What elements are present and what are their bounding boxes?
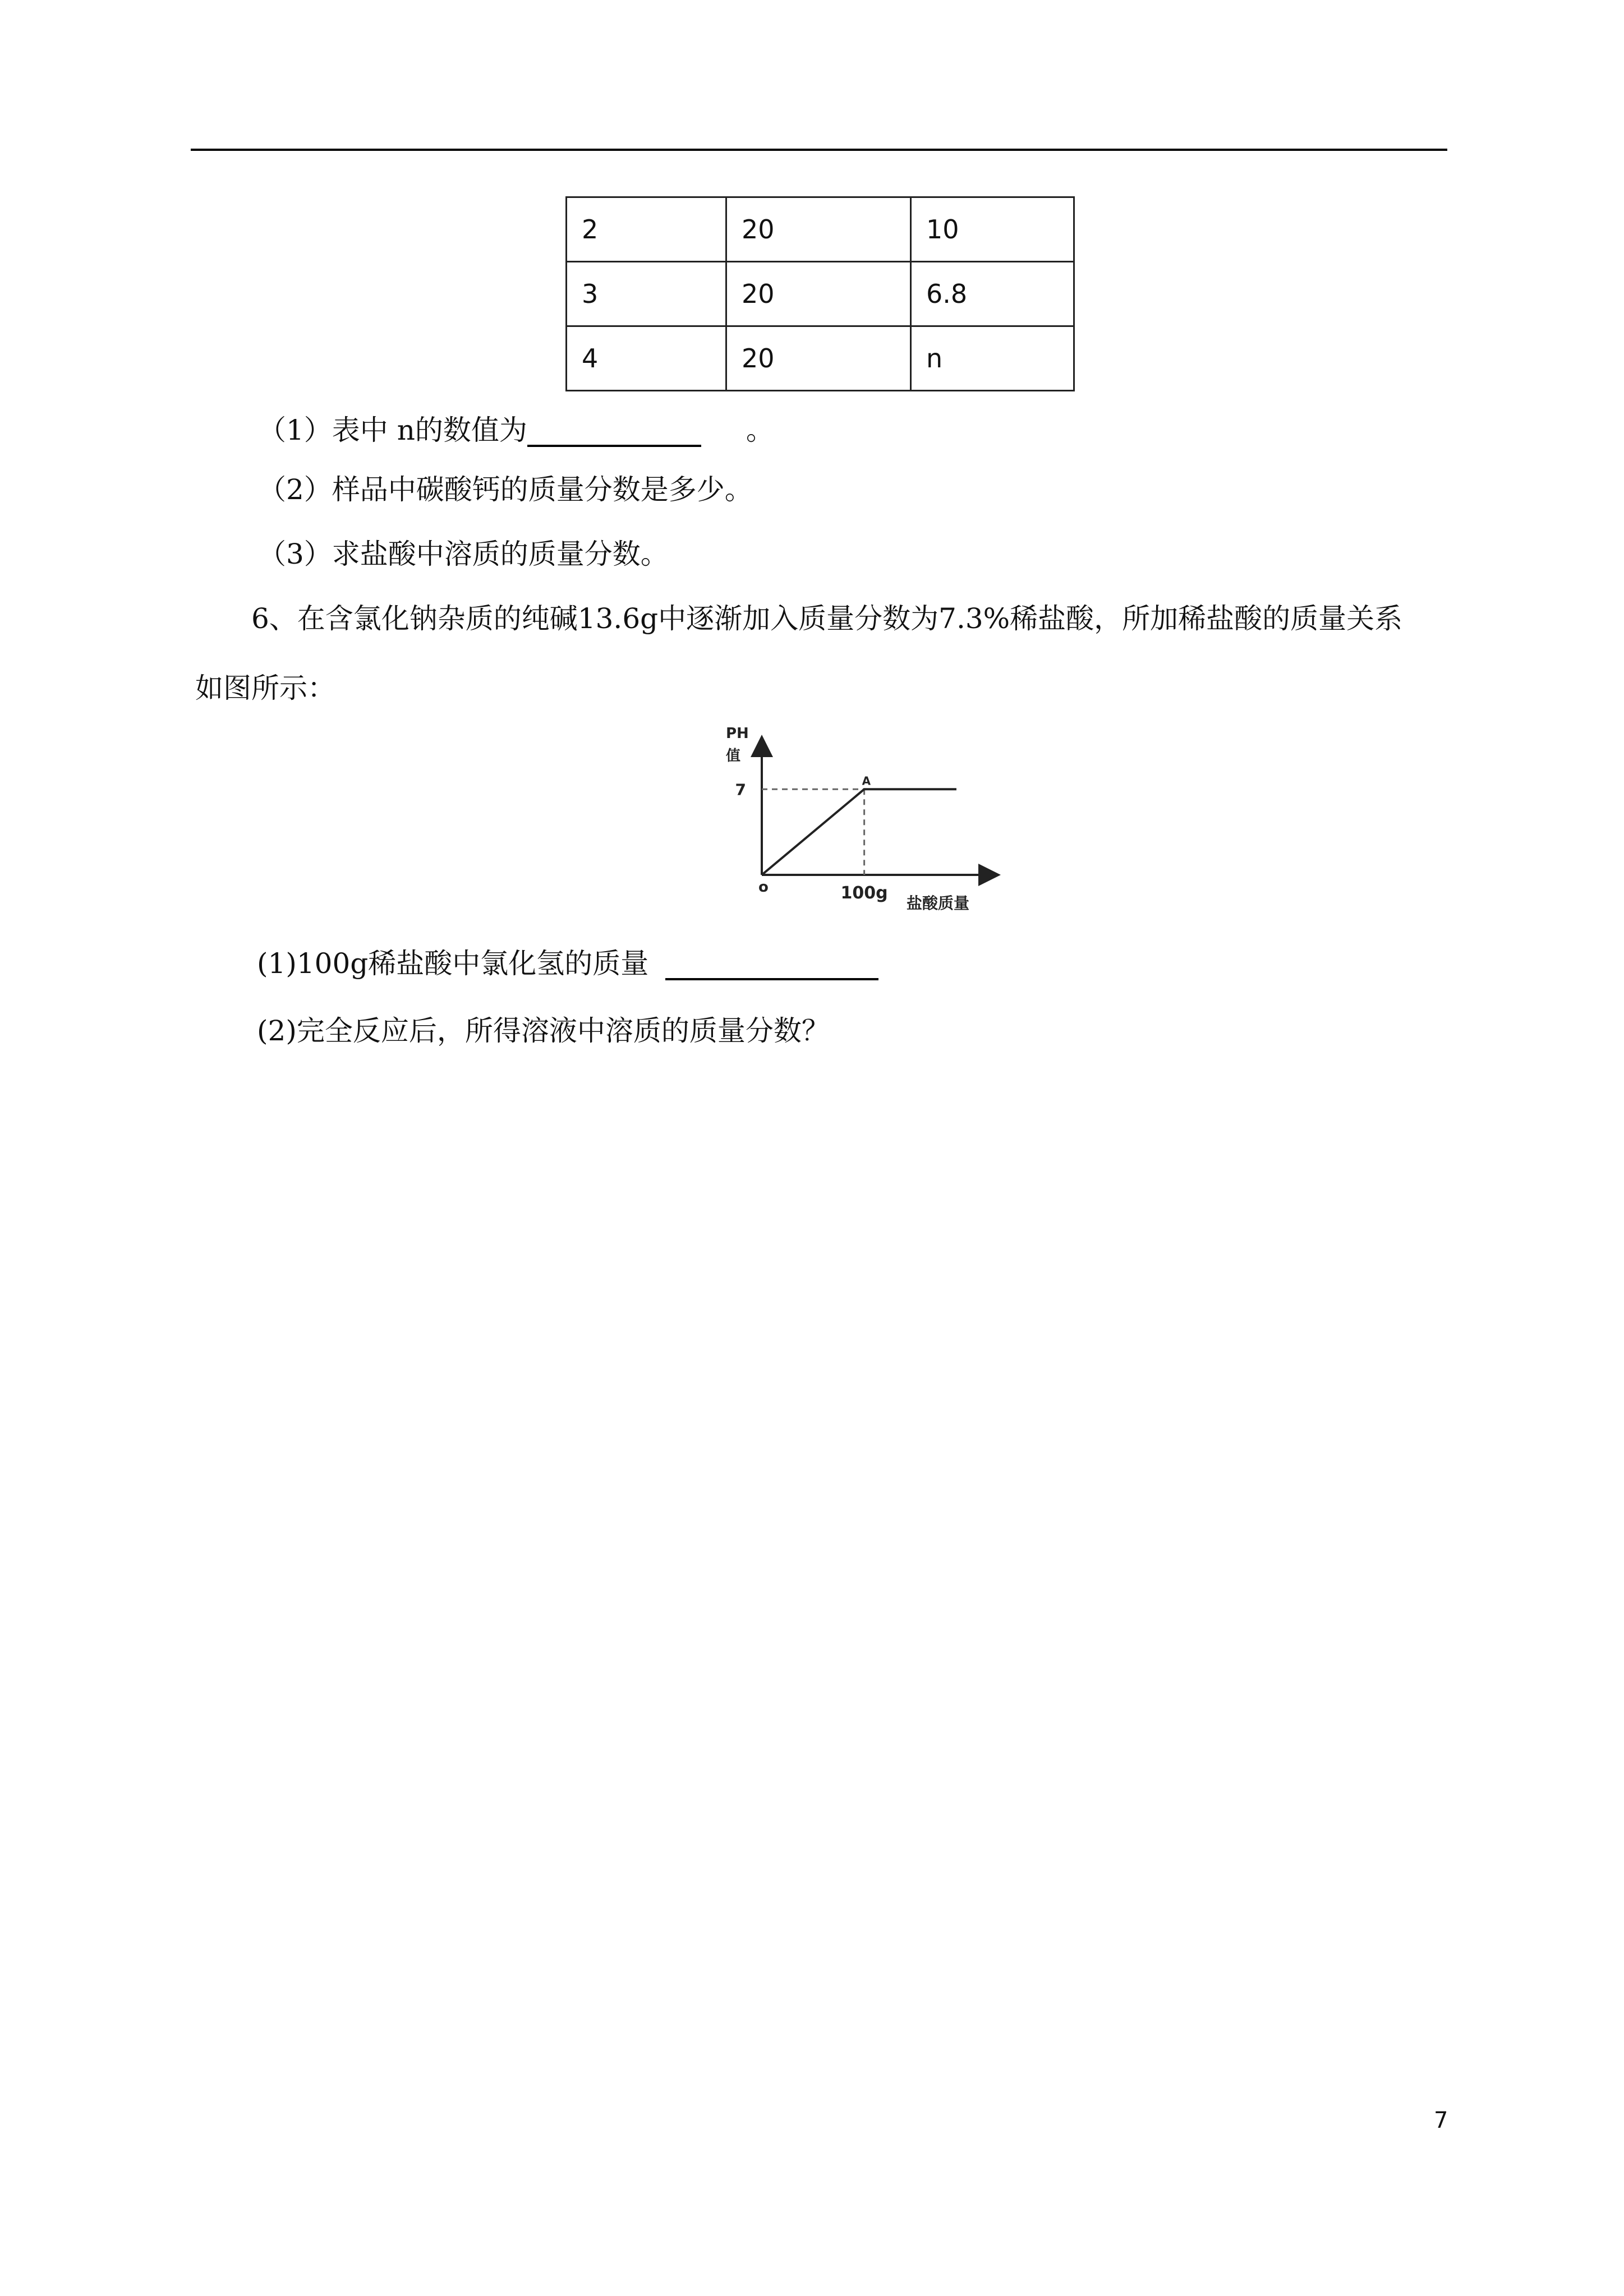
x-axis-label: 盐酸质量 <box>907 894 970 912</box>
table-cell: n <box>911 326 1074 391</box>
table-cell: 20 <box>726 197 911 262</box>
series-line <box>762 789 956 875</box>
table-row <box>567 197 1074 262</box>
x-tick-label: 100g <box>840 883 888 903</box>
table-cell: 4 <box>567 326 726 391</box>
answer-blank[interactable] <box>665 949 878 980</box>
question-5-part-3: （3）求盐酸中溶质的质量分数。 <box>258 538 669 570</box>
table-cell: 6.8 <box>911 262 1074 326</box>
ph-chart <box>711 723 1031 920</box>
question-6-part-2: (2)完全反应后，所得溶液中溶质的质量分数？ <box>257 1015 830 1047</box>
point-a-label: A <box>862 774 871 788</box>
y-tick-label: 7 <box>735 780 746 799</box>
table-row <box>567 262 1074 326</box>
answer-blank[interactable] <box>527 416 701 447</box>
table-cell: 20 <box>726 326 911 391</box>
question-6-stem-line-1: 6、在含氯化钠杂质的纯碱13.6g中逐渐加入质量分数为7.3%稀盐酸，所加稀盐酸的质量关系 <box>251 602 1403 635</box>
page-number: 7 <box>1434 2108 1448 2133</box>
question-6-stem-line-2: 如图所示： <box>195 672 335 704</box>
table-cell: 20 <box>726 262 911 326</box>
table-cell: 3 <box>567 262 726 326</box>
origin-label: o <box>758 879 769 896</box>
question-5-part-1-end: 。 <box>746 414 774 446</box>
table-cell: 10 <box>911 197 1074 262</box>
y-axis-label-line-1: PH <box>726 725 749 742</box>
question-6-part-1-text: (1)100g稀盐酸中氯化氢的质量 <box>257 947 649 980</box>
question-6-part-1 <box>257 947 878 980</box>
header-rule <box>191 149 1447 151</box>
question-5-part-1-text: （1）表中 n的数值为 <box>258 414 527 446</box>
table-cell: 2 <box>567 197 726 262</box>
question-5-part-2: （2）样品中碳酸钙的质量分数是多少。 <box>258 473 753 506</box>
data-table <box>565 196 1075 391</box>
table-row <box>567 326 1074 391</box>
question-5-part-1 <box>258 413 774 447</box>
y-axis-label-line-2: 值 <box>726 748 741 764</box>
